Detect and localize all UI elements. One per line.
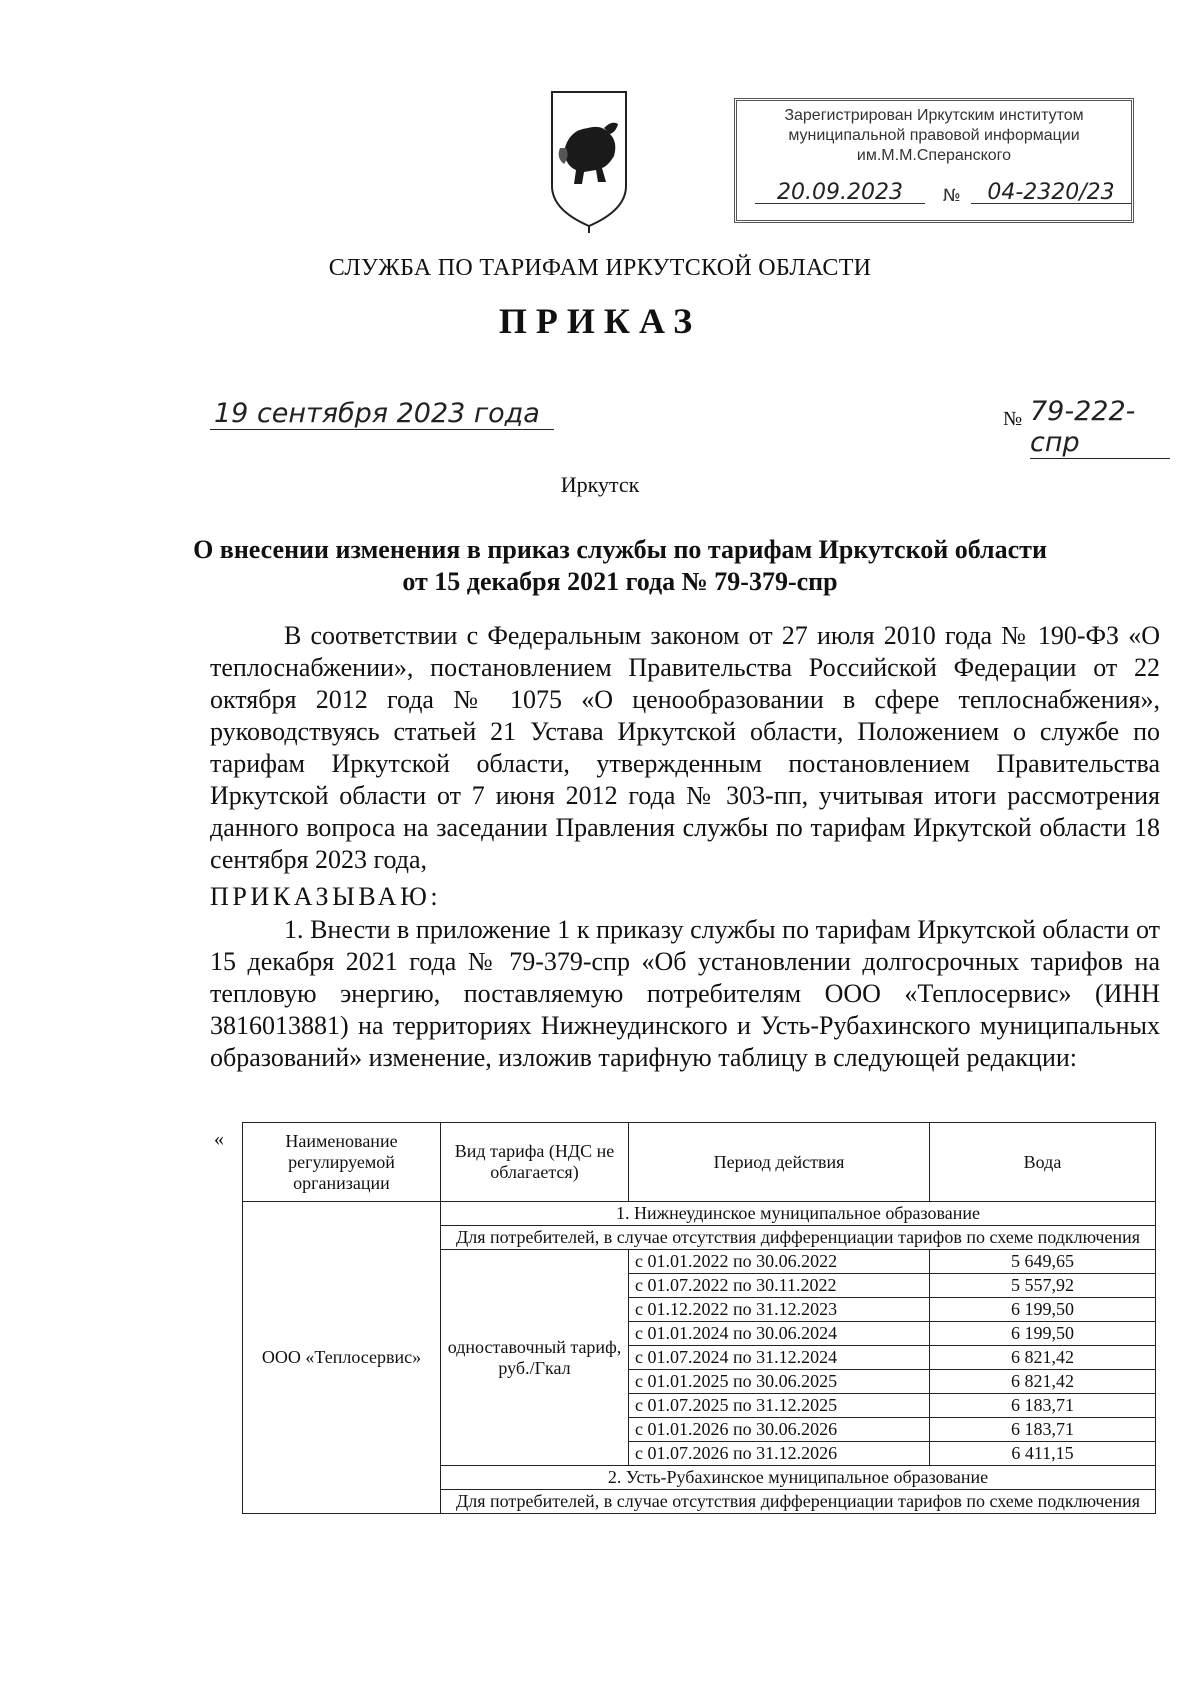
value-cell: 6 821,42 bbox=[930, 1346, 1156, 1370]
stamp-registration-date: 20.09.2023 bbox=[755, 183, 925, 204]
table-row bbox=[243, 1202, 1156, 1226]
stamp-registration-number: 04-2320/23 bbox=[971, 183, 1131, 204]
period-cell: с 01.01.2022 по 30.06.2022 bbox=[629, 1250, 930, 1274]
city: Иркутск bbox=[560, 472, 640, 497]
section-2-heading: 2. Усть-Рубахинское муниципальное образование bbox=[441, 1466, 1156, 1490]
header-period: Период действия bbox=[629, 1123, 930, 1202]
coat-of-arms-icon bbox=[546, 86, 632, 236]
period-cell: с 01.07.2022 по 30.11.2022 bbox=[629, 1274, 930, 1298]
open-quote: « bbox=[214, 1128, 224, 1150]
document-type: ПРИКАЗ bbox=[498, 301, 702, 341]
header-water: Вода bbox=[930, 1123, 1156, 1202]
organization-cell: ООО «Теплосервис» bbox=[243, 1202, 441, 1514]
value-cell: 6 821,42 bbox=[930, 1370, 1156, 1394]
header-tariff-type: Вид тарифа (НДС не облагается) bbox=[441, 1123, 629, 1202]
section-1-heading: 1. Нижнеудинское муниципальное образование bbox=[441, 1202, 1156, 1226]
tariff-type-cell: одноставочный тариф, руб./Гкал bbox=[441, 1250, 629, 1466]
value-cell: 6 411,15 bbox=[930, 1442, 1156, 1466]
stamp-number-label: № bbox=[943, 186, 961, 206]
document-title-line: от 15 декабря 2021 года № 79-379-спр bbox=[402, 567, 838, 596]
tariff-table bbox=[242, 1122, 1156, 1514]
period-cell: с 01.01.2025 по 30.06.2025 bbox=[629, 1370, 930, 1394]
header-organization: Наименование регулируемой организации bbox=[243, 1123, 441, 1202]
stamp-line: им.М.М.Сперанского bbox=[856, 147, 1012, 164]
order-date: 19 сентября 2023 года bbox=[210, 398, 554, 430]
value-cell: 6 183,71 bbox=[930, 1394, 1156, 1418]
registration-stamp bbox=[734, 98, 1134, 223]
order-number: 79-222-спр bbox=[1030, 396, 1170, 459]
period-cell: с 01.01.2026 по 30.06.2026 bbox=[629, 1418, 930, 1442]
section-2-note: Для потребителей, в случае отсутствия дифференциации тарифов по схеме подключения bbox=[441, 1490, 1156, 1514]
value-cell: 6 199,50 bbox=[930, 1322, 1156, 1346]
period-cell: с 01.01.2024 по 30.06.2024 bbox=[629, 1322, 930, 1346]
stamp-line: Зарегистрирован Иркутским институтом bbox=[784, 107, 1084, 124]
period-cell: с 01.07.2026 по 31.12.2026 bbox=[629, 1442, 930, 1466]
section-1-note: Для потребителей, в случае отсутствия дифференциации тарифов по схеме подключения bbox=[441, 1226, 1156, 1250]
order-number-label: № bbox=[1003, 408, 1023, 430]
period-cell: с 01.12.2022 по 31.12.2023 bbox=[629, 1298, 930, 1322]
table-header-row bbox=[243, 1123, 1156, 1202]
stamp-line: муниципальной правовой информации bbox=[788, 127, 1080, 144]
value-cell: 6 199,50 bbox=[930, 1298, 1156, 1322]
value-cell: 5 557,92 bbox=[930, 1274, 1156, 1298]
period-cell: с 01.07.2025 по 31.12.2025 bbox=[629, 1394, 930, 1418]
preamble-paragraph: В соответствии с Федеральным законом от 27 июля 2010 года № 190-ФЗ «О теплоснабжении», постановлением Правительства Российской Федерации от 22 октября 2012 года № 1075 «О ценообразовании в сфере теплоснабжения», руководствуясь статьей 21 Устава Иркутской области, Положением о службе по тарифам Иркутской области, утвержденным постановлением Правительства Иркутской области от 7 июня 2012 года № 303-пп, учитывая итоги рассмотрения данного вопроса на заседании Правления службы по тарифам Иркутской области 18 сентября 2023 года, bbox=[210, 621, 1160, 874]
document-title-line: О внесении изменения в приказ службы по тарифам Иркутской области bbox=[193, 535, 1047, 564]
value-cell: 5 649,65 bbox=[930, 1250, 1156, 1274]
value-cell: 6 183,71 bbox=[930, 1418, 1156, 1442]
item-1-paragraph: 1. Внести в приложение 1 к приказу службы по тарифам Иркутской области от 15 декабря 2021 года № 79-379-спр «Об установлении долгосрочных тарифов на тепловую энергию, поставляемую потребителям ООО «Теплосервис» (ИНН 3816013881) на территориях Нижнеудинского и Усть-Рубахинского муниципальных образований» изменение, изложив тарифную таблицу в следующей редакции: bbox=[210, 915, 1160, 1072]
period-cell: с 01.07.2024 по 31.12.2024 bbox=[629, 1346, 930, 1370]
command-word: ПРИКАЗЫВАЮ: bbox=[210, 882, 442, 911]
agency-name: СЛУЖБА ПО ТАРИФАМ ИРКУТСКОЙ ОБЛАСТИ bbox=[328, 255, 872, 281]
stamp-registration-row bbox=[747, 176, 1125, 210]
document-title bbox=[180, 534, 1060, 598]
